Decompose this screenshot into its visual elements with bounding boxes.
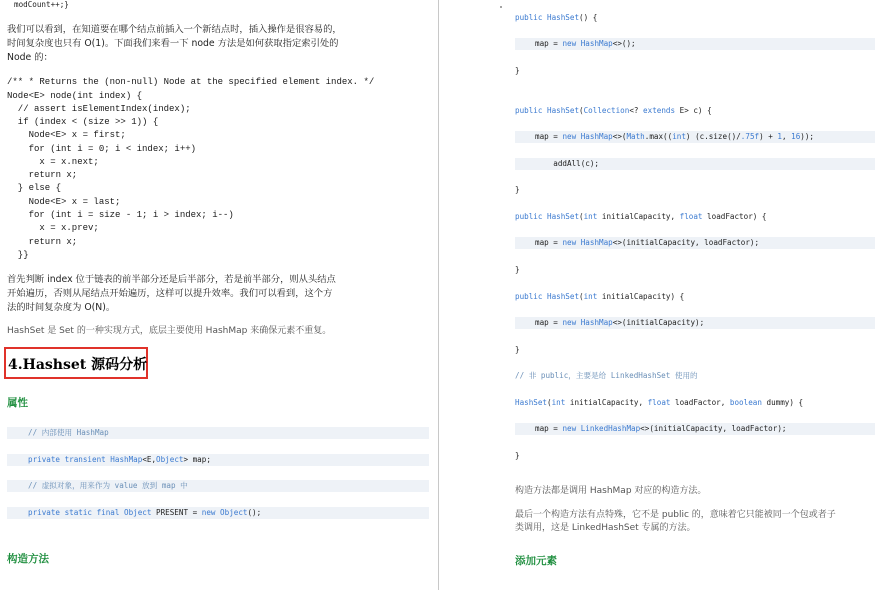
code-line: Node<E> node(int index) { — [7, 91, 143, 101]
section-title: 4.Hashset 源码分析 — [8, 357, 148, 373]
code-line: if (index < (size >> 1)) { — [7, 117, 159, 127]
attributes-heading: 属性 — [7, 397, 28, 409]
code-line: public HashSet(int initialCapacity) { — [515, 292, 685, 301]
code-line: return x; — [7, 237, 78, 247]
code-line: map = new HashMap<>(); — [535, 39, 636, 48]
paragraph-line: 类调用，这是 LinkedHashSet 专属的方法。 — [515, 523, 696, 533]
code-comment: // 虚拟对象，用来作为 value 放到 map 中 — [28, 481, 188, 490]
add-element-heading: 添加元素 — [515, 555, 557, 567]
code-line: for (int i = size - 1; i > index; i--) — [7, 210, 234, 220]
code-line: private transient HashMap<E,Object> map; — [28, 455, 211, 464]
paragraph-line: 构造方法都是调用 HashMap 对应的构造方法。 — [515, 486, 707, 496]
code-line: public HashSet() { — [515, 13, 598, 22]
code-line: // assert isElementIndex(index); — [7, 104, 191, 114]
code-line: } — [515, 185, 520, 194]
top-code-line: modCount++;} — [14, 0, 69, 9]
code-line: return x; — [7, 170, 78, 180]
code-line: } — [515, 345, 520, 354]
code-line: } else { — [7, 183, 62, 193]
code-line: HashSet(int initialCapacity, float loadFactor, boolean dummy) { — [515, 398, 804, 407]
code-line: Node<E> x = first; — [7, 130, 126, 140]
paragraph-line: Node 的： — [7, 52, 53, 63]
code-line: private static final Object PRESENT = new Object(); — [28, 508, 262, 517]
code-line: } — [515, 265, 520, 274]
code-comment: // 内部使用 HashMap — [28, 428, 109, 437]
code-line: } — [515, 451, 520, 460]
paragraph-line: 我们可以看到，在知道要在哪个结点前插入一个新结点时，插入操作是很容易的， — [7, 24, 342, 35]
code-line: public HashSet(Collection<? extends E> c) { — [515, 106, 712, 115]
code-line: public HashSet(int initialCapacity, float loadFactor) { — [515, 212, 767, 221]
code-line: } — [515, 66, 520, 75]
code-line: x = x.prev; — [7, 223, 99, 233]
paragraph-line: HashSet 是 Set 的一种实现方式，底层主要使用 HashMap 来确保元素不重复。 — [7, 326, 332, 336]
paragraph-line: 法的时间复杂度为 O(N)。 — [7, 302, 116, 313]
code-line: map = new HashMap<>(initialCapacity); — [535, 318, 705, 327]
code-line: }} — [7, 250, 29, 260]
code-comment: // 非 public，主要是给 LinkedHashSet 使用的 — [515, 371, 698, 380]
code-line: map = new HashMap<>(Math.max((int) (c.size()/.75f) + 1, 16)); — [535, 132, 814, 141]
paragraph-line: 最后一个构造方法有点特殊，它不是 public 的，意味着它只能被同一个包或者子 — [515, 510, 836, 520]
code-line: x = x.next; — [7, 157, 99, 167]
code-line: /** * Returns the (non-null) Node at the specified element index. */ — [7, 77, 375, 87]
constructors-heading: 构造方法 — [7, 553, 49, 565]
code-line: for (int i = 0; i < index; i++) — [7, 144, 197, 154]
paragraph-line: 首先判断 index 位于链表的前半部分还是后半部分，若是前半部分，则从头结点 — [7, 274, 336, 285]
code-line: Node<E> x = last; — [7, 197, 121, 207]
paragraph-line: 开始遍历，否则从尾结点开始遍历，这样可以提升效率。我们可以看到，这个方 — [7, 288, 333, 299]
left-page — [0, 0, 438, 590]
code-line: map = new HashMap<>(initialCapacity, loadFactor); — [535, 238, 760, 247]
code-line: map = new LinkedHashMap<>(initialCapacity, loadFactor); — [535, 424, 787, 433]
code-line: addAll(c); — [535, 159, 600, 168]
right-page — [439, 0, 891, 590]
paragraph-line: 时间复杂度也只有 O(1)。下面我们来看一下 node 方法是如何获取指定索引处的 — [7, 38, 339, 49]
